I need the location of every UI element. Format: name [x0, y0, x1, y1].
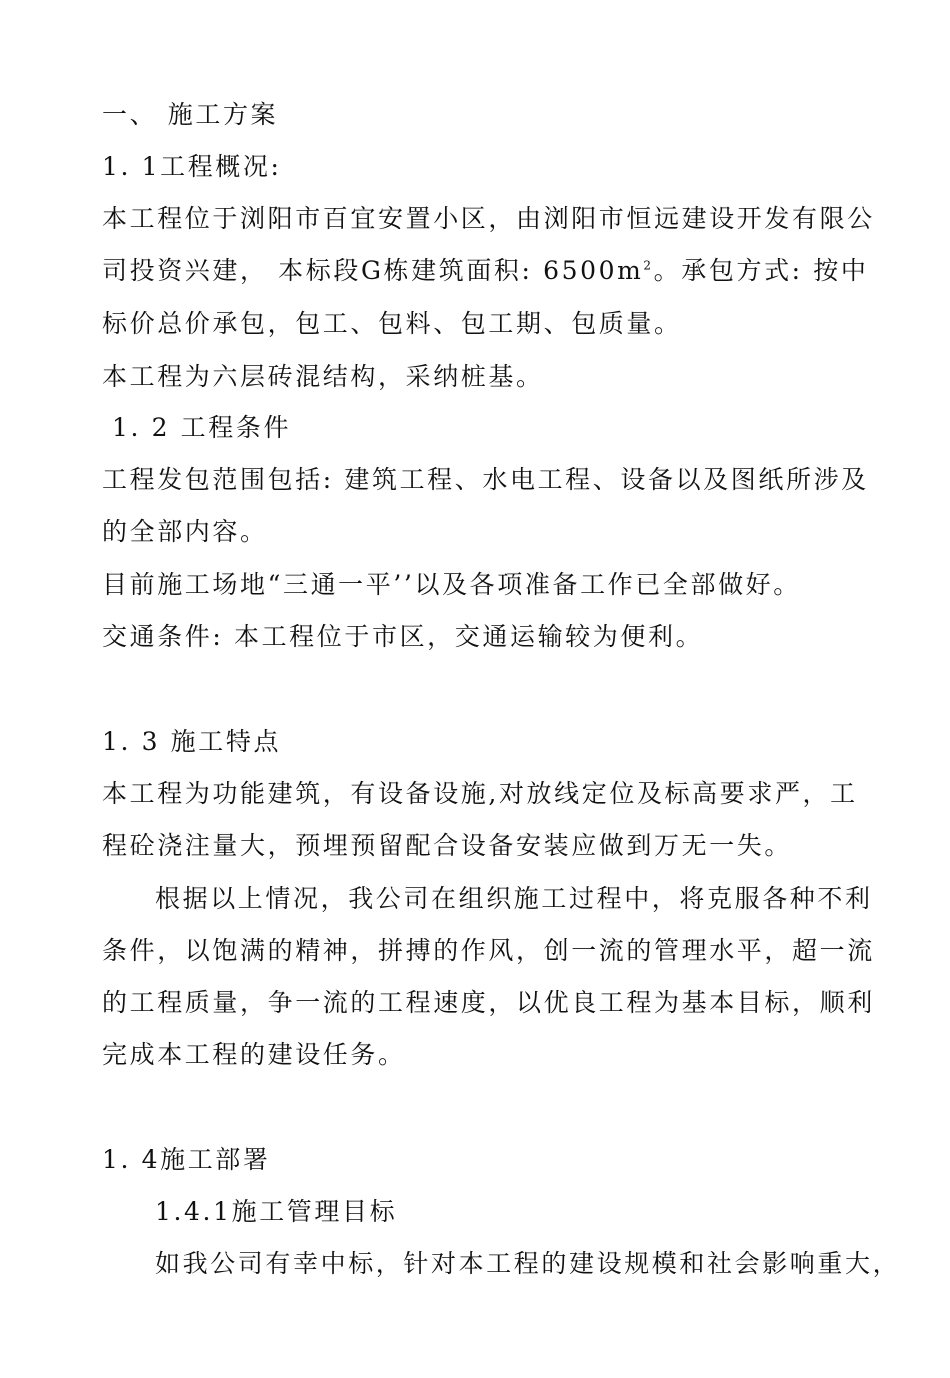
section-1-1-paragraph-line: 标价总价承包，包工、包料、包工期、包质量。: [102, 309, 682, 338]
area-text: 司投资兴建， 本标段G栋建筑面积: 6500m: [102, 256, 644, 285]
section-1-4-1-title: 1.4.1施工管理目标: [155, 1197, 398, 1226]
section-1-3-paragraph-line: 程砼浇注量大，预埋预留配合设备安装应做到万无一失。: [102, 831, 793, 860]
section-1-3-paragraph-line: 根据以上情况，我公司在组织施工过程中，将克服各种不利: [155, 884, 873, 913]
section-1-3-paragraph-line: 条件，以饱满的精神，拼搏的作风，创一流的管理水平，超一流: [102, 936, 875, 965]
heading-construction-plan: 一、 施工方案: [102, 100, 279, 129]
section-1-3-title: 1. 3 施工特点: [102, 727, 282, 756]
section-1-1-paragraph-line: [102, 253, 868, 289]
section-1-1-paragraph: 本工程为六层砖混结构，采纳桩基。: [102, 362, 544, 391]
section-1-4-1-paragraph-line: 如我公司有幸中标，针对本工程的建设规模和社会影响重大，: [155, 1249, 901, 1278]
section-1-1-title: 1. 1工程概况:: [102, 152, 282, 181]
section-1-4-title: 1. 4施工部署: [102, 1145, 271, 1174]
section-1-3-paragraph-line: 本工程为功能建筑，有设备设施,对放线定位及标高要求严，工: [102, 779, 858, 808]
section-1-2-paragraph-line: 的全部内容。: [102, 517, 268, 546]
section-1-3-paragraph-line: 完成本工程的建设任务。: [102, 1040, 406, 1069]
section-1-2-title: 1. 2 工程条件: [112, 413, 292, 442]
contract-text: 。承包方式: 按中: [653, 256, 869, 285]
section-1-2-paragraph: 目前施工场地“三通一平’’以及各项准备工作已全部做好。: [102, 570, 801, 599]
section-1-3-paragraph-line: 的工程质量，争一流的工程速度，以优良工程为基本目标，顺利: [102, 988, 875, 1017]
section-1-1-paragraph-line: 本工程位于浏阳市百宜安置小区，由浏阳市恒远建设开发有限公: [102, 204, 875, 233]
section-1-2-paragraph: 交通条件: 本工程位于市区，交通运输较为便利。: [102, 622, 704, 651]
area-unit-superscript: 2: [643, 258, 654, 273]
section-1-2-paragraph-line: 工程发包范围包括: 建筑工程、水电工程、设备以及图纸所涉及: [102, 465, 869, 494]
